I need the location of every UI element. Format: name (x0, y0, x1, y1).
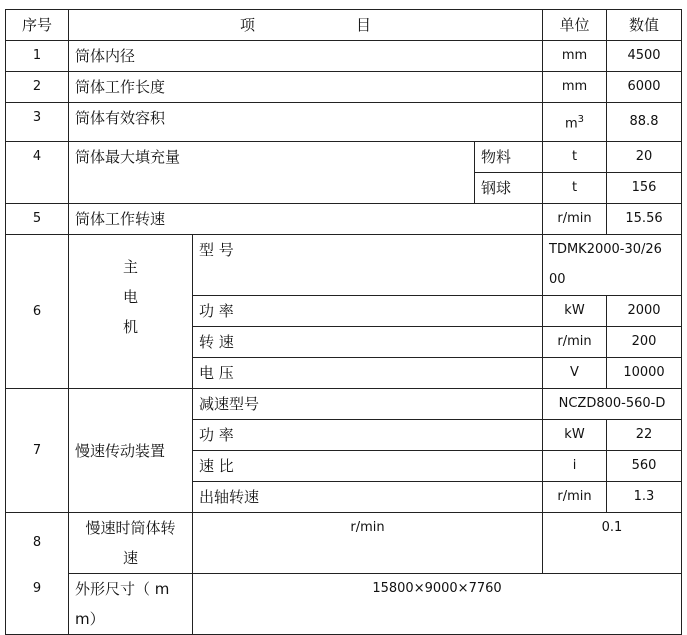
unit-superscript: 3 (577, 113, 585, 125)
row-name: 筒体内径 (69, 41, 543, 72)
sub-unit: kW (543, 296, 607, 327)
sub-name: 转 速 (193, 327, 543, 358)
row-unit: r/min (543, 204, 607, 235)
header-unit: 单位 (543, 10, 607, 41)
sub-unit: t (543, 173, 607, 204)
row-unit (543, 103, 607, 142)
table-row (6, 41, 682, 72)
sub-value: 22 (607, 420, 682, 451)
table-row (6, 513, 682, 574)
group-char: 机 (122, 317, 138, 336)
group-char: 主 (122, 257, 138, 276)
sub-name: 功 率 (193, 296, 543, 327)
spec-table (5, 9, 682, 635)
row-value: 88.8 (607, 103, 682, 142)
unit-base: m (564, 116, 578, 132)
row-unit: mm (543, 41, 607, 72)
table-row (6, 204, 682, 235)
row-name: 筒体工作长度 (69, 72, 543, 103)
table-row (6, 72, 682, 103)
row-no: 5 (6, 204, 69, 235)
header-item (69, 10, 543, 41)
sub-unit: i (543, 451, 607, 482)
sub-name: 钢球 (475, 173, 543, 204)
model-line-2: 00 (549, 272, 566, 287)
header-value: 数值 (607, 10, 682, 41)
row-no: 7 (6, 389, 69, 513)
sub-value: 156 (607, 173, 682, 204)
name-line-2: m） (75, 610, 105, 628)
row-name: 筒体工作转速 (69, 204, 543, 235)
sub-value: 200 (607, 327, 682, 358)
row-name: 筒体有效容积 (69, 103, 543, 142)
group-char: 电 (122, 287, 138, 306)
name-line-2: 速 (122, 549, 138, 567)
model-line-1: TDMK2000-30/26 (549, 242, 662, 257)
name-line-1: 外形尺寸（ m (75, 580, 170, 598)
row-name: 筒体最大填充量 (69, 142, 475, 204)
table-row (6, 142, 682, 173)
sub-name: 出轴转速 (193, 482, 543, 513)
sub-unit: kW (543, 420, 607, 451)
row-no: 6 (6, 235, 69, 389)
sub-name: 功 率 (193, 420, 543, 451)
group-label (69, 235, 193, 389)
row-no: 9 (6, 574, 69, 635)
sub-unit: V (543, 358, 607, 389)
sub-name: 物料 (475, 142, 543, 173)
row-unit: r/min (193, 513, 543, 574)
sub-unit: r/min (543, 482, 607, 513)
row-no: 3 (6, 103, 69, 142)
row-name (69, 574, 193, 635)
table-row (6, 389, 682, 420)
row-name (69, 513, 193, 574)
sub-name: 速 比 (193, 451, 543, 482)
sub-value: NCZD800-560-D (543, 389, 682, 420)
header-no: 序号 (6, 10, 69, 41)
name-line-1: 慢速时筒体转 (85, 519, 176, 537)
table-row (6, 574, 682, 635)
sub-name: 电 压 (193, 358, 543, 389)
header-item-a: 项 (240, 16, 256, 34)
sub-value: 1.3 (607, 482, 682, 513)
sub-name: 型 号 (193, 235, 543, 296)
table-row (6, 235, 682, 296)
header-row (6, 10, 682, 41)
sub-unit: t (543, 142, 607, 173)
row-no: 1 (6, 41, 69, 72)
table-row (6, 103, 682, 142)
header-item-b: 目 (355, 16, 371, 34)
row-value: 0.1 (543, 513, 682, 574)
row-value: 4500 (607, 41, 682, 72)
sub-value: 20 (607, 142, 682, 173)
sub-value: 10000 (607, 358, 682, 389)
row-value: 15800×9000×7760 (193, 574, 682, 635)
row-no: 4 (6, 142, 69, 204)
sub-unit: r/min (543, 327, 607, 358)
row-value: 15.56 (607, 204, 682, 235)
sub-value: 560 (607, 451, 682, 482)
row-no: 2 (6, 72, 69, 103)
row-no: 8 (6, 513, 69, 574)
group-label: 慢速传动装置 (69, 389, 193, 513)
row-unit: mm (543, 72, 607, 103)
row-value: 6000 (607, 72, 682, 103)
sub-name: 减速型号 (193, 389, 543, 420)
sub-value (543, 235, 682, 296)
sub-value: 2000 (607, 296, 682, 327)
